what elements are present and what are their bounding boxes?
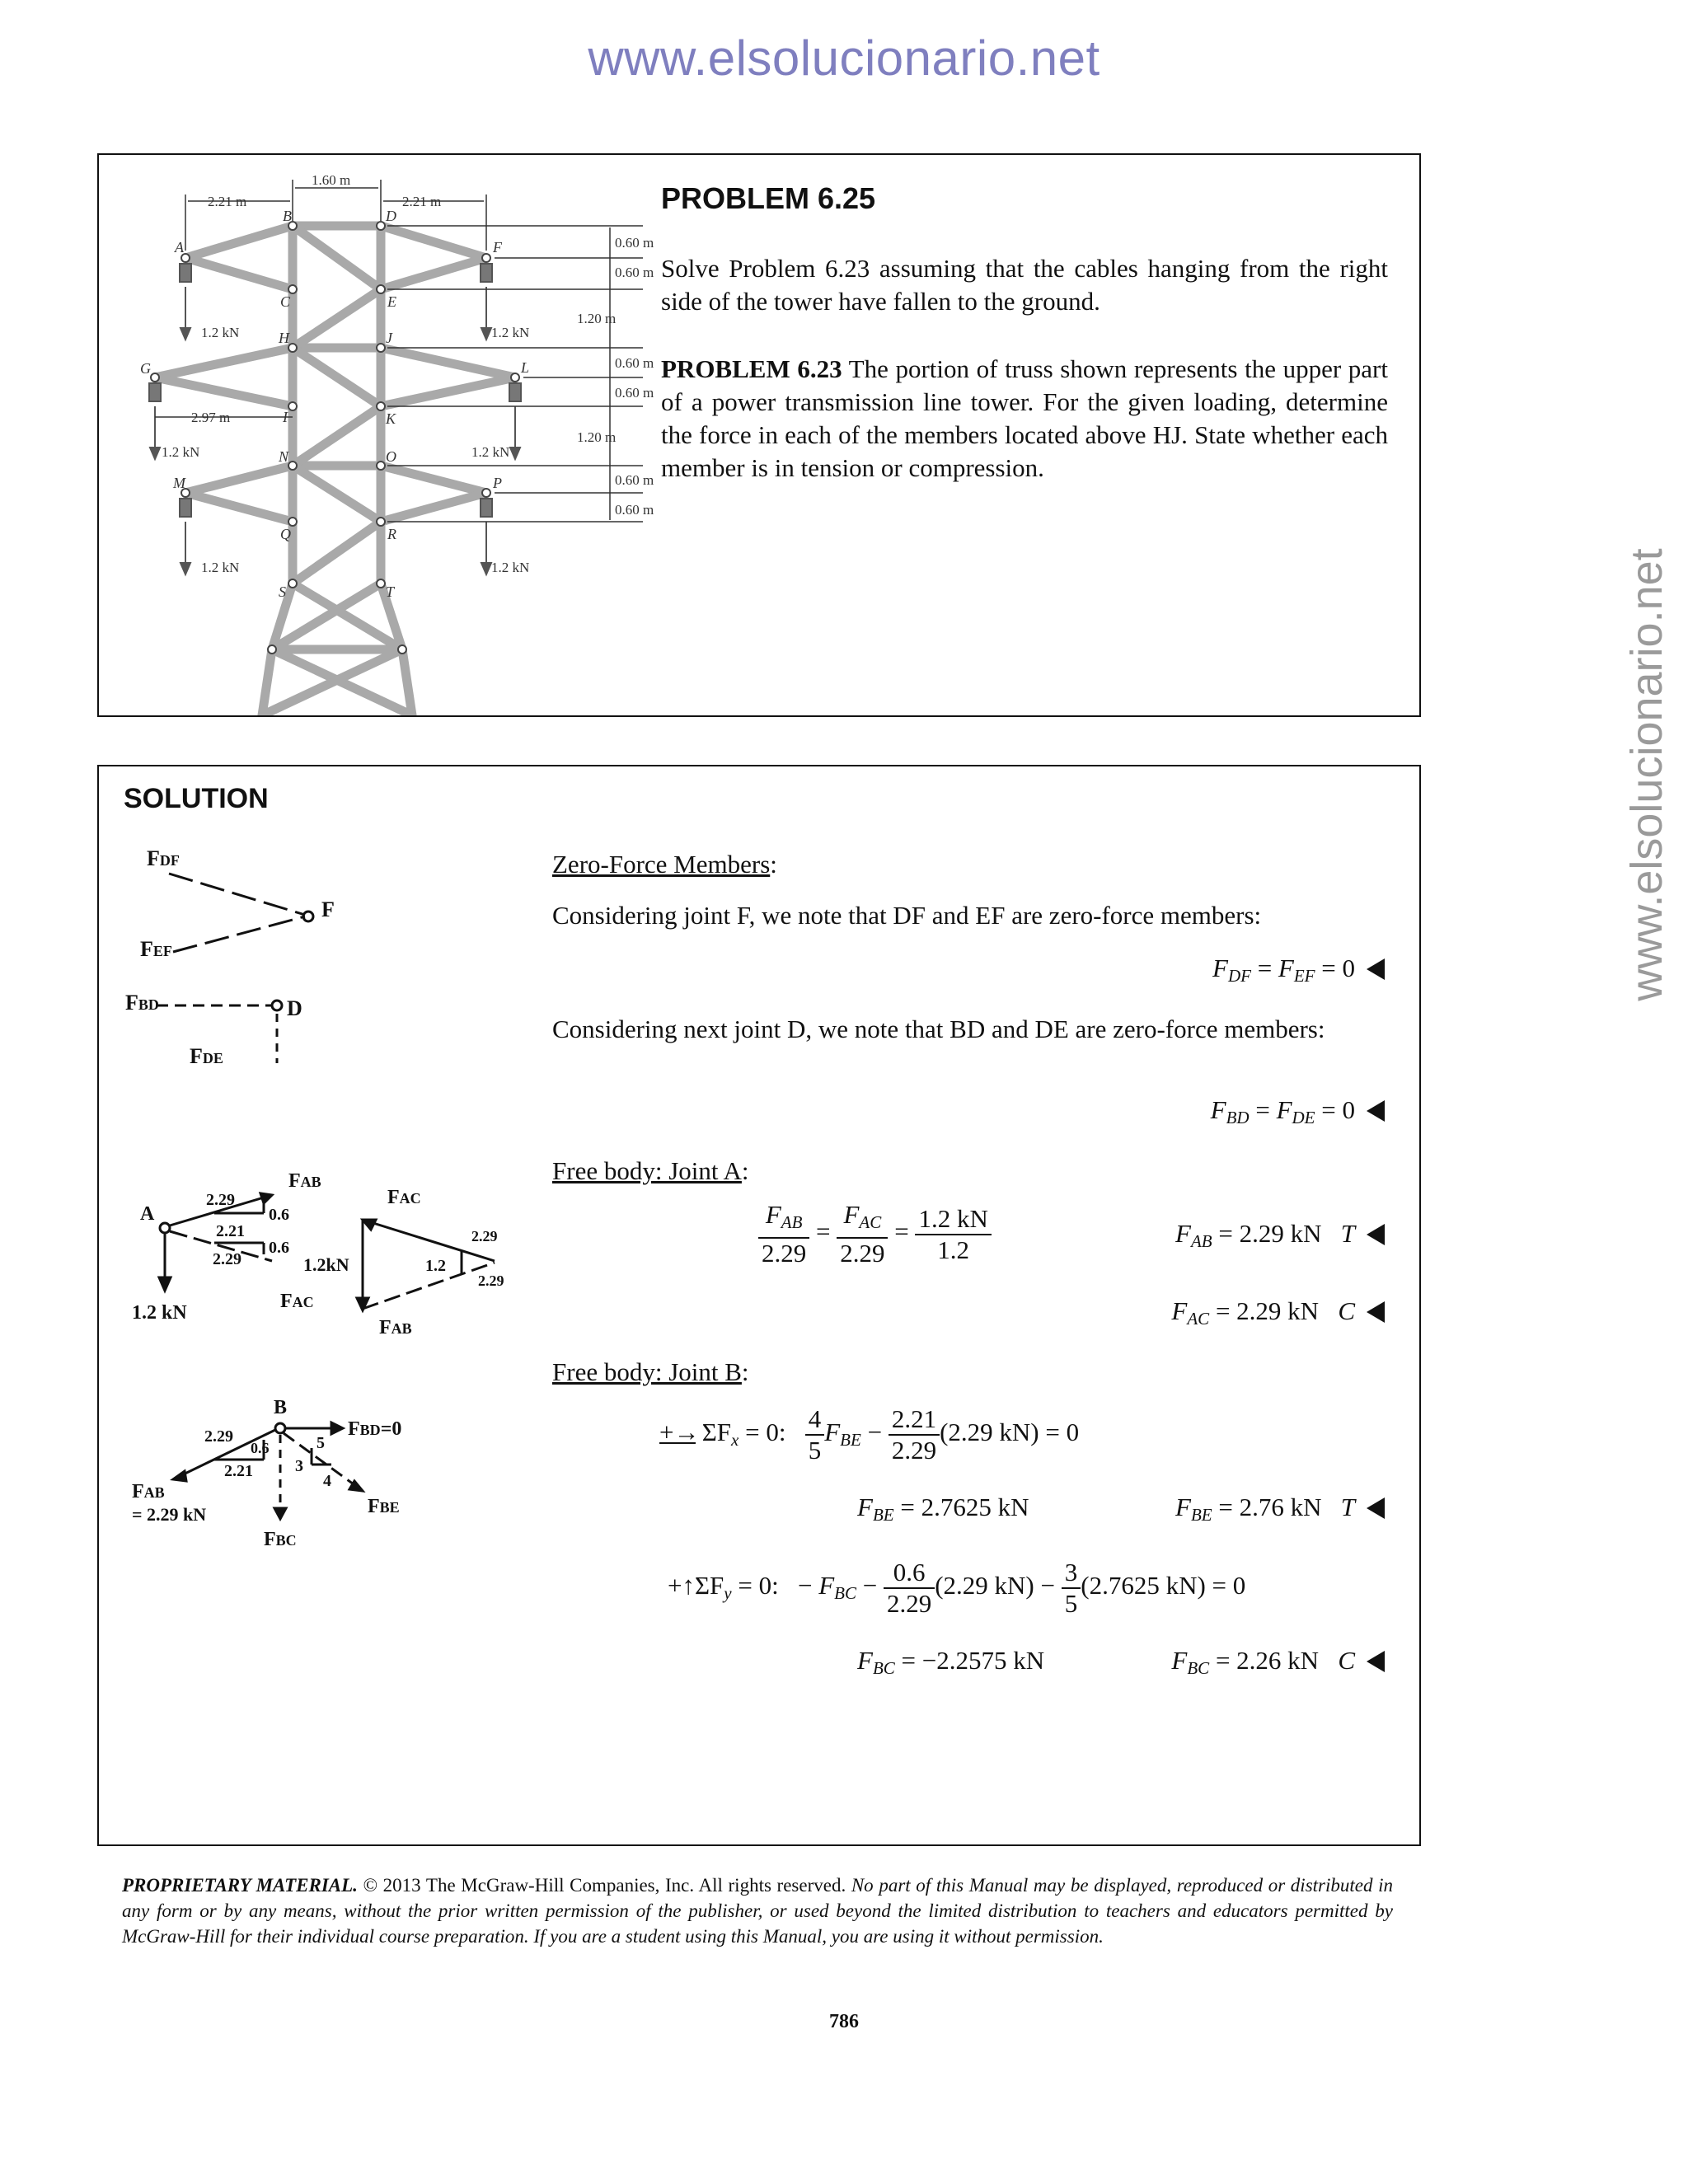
sk-b229: 2.29 <box>204 1427 233 1446</box>
node-g: G <box>140 360 151 377</box>
zero-force-heading: Zero-Force Members: <box>552 850 777 879</box>
sk-joint-f: F <box>321 898 335 921</box>
sk-06a: 0.6 <box>269 1206 289 1224</box>
sk-fbd0: FBD=0 <box>348 1418 402 1440</box>
dim-wide: 2.97 m <box>191 410 231 425</box>
sk-fbe: FBE <box>368 1496 400 1517</box>
result-fab: $F_{AB} = 2.29$ kN T <box>1006 1218 1385 1257</box>
node-e: E <box>387 293 396 310</box>
answer-marker <box>1367 958 1385 980</box>
solution-title: SOLUTION <box>124 783 269 814</box>
joint-d-text: Considering next joint D, we note that BD and DE are zero-force members: <box>552 1015 1325 1043</box>
sk-fdf: FDF <box>147 846 180 870</box>
page-number: 786 <box>829 2011 859 2032</box>
answer-marker <box>1367 1224 1385 1245</box>
sk-joint-b: B <box>274 1397 288 1418</box>
node-d: D <box>386 208 396 224</box>
fb-a-heading: Free body: Joint A: <box>552 1156 749 1185</box>
dim-v6: 1.20 m <box>577 429 617 445</box>
node-c: C <box>280 293 291 310</box>
problem-title: PROBLEM 6.25 <box>661 181 876 215</box>
answer-marker <box>1367 1651 1385 1672</box>
sk-b3: 3 <box>295 1457 303 1475</box>
node-n: N <box>279 448 289 465</box>
dim-middle: 1.60 m <box>312 172 351 188</box>
dim-v5: 0.60 m <box>615 385 654 401</box>
sk-fef: FEF <box>140 937 172 961</box>
node-q: Q <box>280 526 291 542</box>
load-label-p: 1.2 kN <box>491 560 530 575</box>
sk-fde: FDE <box>190 1044 223 1068</box>
truss-members <box>155 226 515 715</box>
sk-joint-d: D <box>287 996 302 1020</box>
problem-ref-label: PROBLEM 6.23 <box>661 354 842 383</box>
node-s: S <box>279 583 286 600</box>
sk-tri-12: 1.2 <box>425 1257 446 1275</box>
result-fbc: $F_{BC} = 2.26$ kN C <box>1006 1645 1385 1684</box>
fb-b-heading: Free body: Joint B: <box>552 1357 749 1386</box>
eq-joint-a: $\frac{F_{AB}}{2.29}$ = $\frac{F_{AC}}{2.29}$ = $\frac{1.2 kN}{1.2}$ <box>758 1200 992 1268</box>
load-label-f: 1.2 kN <box>491 325 530 340</box>
sketch-joint-b <box>115 1389 462 1586</box>
eq-df-ef: $F_{DF} = F_{EF} = 0$ <box>841 953 1385 991</box>
dim-left: 2.21 m <box>208 194 247 209</box>
dim-right: 2.21 m <box>402 194 442 209</box>
solution-box <box>97 765 1421 1846</box>
problem-ref-text: The portion of truss shown represents the upper part of a power transmission line tower. For the given loading, determine the force in each of the members located above HJ. State whether each member is in tension or compression. <box>661 354 1388 482</box>
sk-fbc: FBC <box>264 1529 297 1550</box>
sk-tri-fac: FAC <box>387 1187 421 1208</box>
node-j: J <box>386 330 392 346</box>
problem-box <box>97 153 1421 717</box>
sk-fab2-val: = 2.29 kN <box>132 1504 207 1525</box>
dim-v8: 0.60 m <box>615 502 654 518</box>
watermark-top: www.elsolucionario.net <box>588 30 1100 86</box>
sk-229a: 2.29 <box>206 1191 235 1209</box>
node-t: T <box>386 583 395 600</box>
dim-v7: 0.60 m <box>615 472 654 488</box>
dim-v2: 0.60 m <box>615 265 654 280</box>
watermark-side: www.elsolucionario.net <box>1622 548 1672 1001</box>
sk-tri-229b: 2.29 <box>478 1272 504 1289</box>
problem-ref <box>661 353 1388 485</box>
node-p: P <box>493 475 502 491</box>
node-h: H <box>279 330 289 346</box>
sk-b221: 2.21 <box>224 1462 253 1480</box>
result-fbe: $F_{BE} = 2.76$ kN T <box>1006 1492 1385 1530</box>
plus-up-arrow-icon: +↑ <box>668 1571 695 1601</box>
truss-figure <box>115 155 659 715</box>
footer-notice: PROPRIETARY MATERIAL. © 2013 The McGraw-Hill Companies, Inc. All rights reserved. No part of this Manual may be displayed, reproduced or distributed in any form or by any means, without the prior written permission of the publisher, or used beyond the limited distribution to teachers and educators permitted by McGraw-Hill for their individual course preparation. If you are a student using this Manual, you are using it without permission. <box>122 1875 1393 1947</box>
dim-v1: 0.60 m <box>615 235 654 251</box>
sk-fac1: FAC <box>280 1291 314 1312</box>
sk-tri-fab: FAB <box>379 1317 412 1338</box>
node-k: K <box>386 410 396 427</box>
result-fac: $F_{AC} = 2.29$ kN C <box>1006 1296 1385 1334</box>
node-r: R <box>387 526 396 542</box>
node-i: I <box>283 409 288 425</box>
node-b: B <box>283 208 292 224</box>
sk-229b: 2.29 <box>213 1250 241 1268</box>
problem-text: Solve Problem 6.23 assuming that the cables hanging from the right side of the tower have fallen to the ground. <box>661 254 1388 316</box>
answer-marker <box>1367 1301 1385 1323</box>
node-o: O <box>386 448 396 465</box>
node-l: L <box>521 359 530 376</box>
sk-load-a: 1.2 kN <box>132 1302 187 1324</box>
dim-v4: 0.60 m <box>615 355 654 371</box>
eq-sum-fy: $+↑\Sigma F_y = 0$: − $F_{BC}$ − $\frac{0.6}{2.29}$ (2.29 kN) − $\frac{3}{5}$ (2.7625 kN) = 0 <box>668 1558 1246 1618</box>
sk-fbd: FBD <box>125 991 159 1015</box>
load-label-m: 1.2 kN <box>201 560 240 575</box>
load-label-g: 1.2 kN <box>162 444 200 460</box>
answer-marker <box>1367 1100 1385 1122</box>
load-label-l: 1.2 kN <box>471 444 510 460</box>
answer-marker <box>1367 1497 1385 1519</box>
sk-06b: 0.6 <box>269 1239 289 1257</box>
joint-f-text: Considering joint F, we note that DF and EF are zero-force members: <box>552 901 1262 930</box>
sk-tri-229a: 2.29 <box>471 1228 498 1244</box>
sk-b5: 5 <box>316 1434 325 1452</box>
sk-tri-load: 1.2kN <box>303 1254 349 1275</box>
sk-221a: 2.21 <box>216 1222 245 1240</box>
calc-fbe: $F_{BE} = 2.7625$ kN <box>857 1493 1029 1525</box>
plus-right-arrow-icon: +→ <box>659 1418 700 1447</box>
sk-b06: 0.6 <box>251 1440 270 1456</box>
sk-fab1: FAB <box>288 1170 321 1192</box>
node-a: A <box>175 239 184 255</box>
eq-bd-de: $F_{BD} = F_{DE} = 0$ <box>841 1094 1385 1133</box>
sk-joint-a: A <box>140 1203 155 1225</box>
calc-fbc: $F_{BC} = -2.2575$ kN <box>857 1646 1045 1678</box>
eq-sum-fx: +→ $\Sigma F_x = 0$: $\frac{4}{5}$ $F_{BE}$ − $\frac{2.21}{2.29}$ (2.29 kN) = 0 <box>659 1404 1080 1465</box>
node-f: F <box>493 239 502 255</box>
dim-v3: 1.20 m <box>577 311 617 326</box>
sk-fab2: FAB <box>132 1481 165 1502</box>
sketch-joint-a <box>115 1162 544 1343</box>
load-label-a: 1.2 kN <box>201 325 240 340</box>
node-m: M <box>173 475 185 491</box>
sketch-joint-f-d <box>124 841 371 1088</box>
sk-b4: 4 <box>323 1472 331 1490</box>
